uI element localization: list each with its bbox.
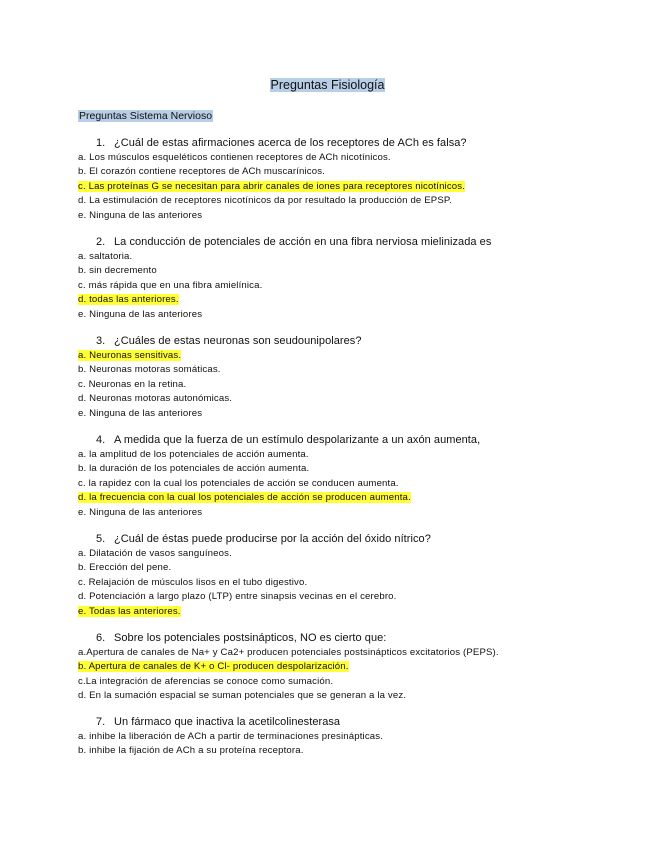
answer-option-text-highlighted: d. todas las anteriores. xyxy=(78,294,179,306)
answer-option xyxy=(78,350,181,361)
answer-option-text: d. Neuronas motoras autonómicas. xyxy=(78,393,233,405)
section-heading: Preguntas Sistema Nervioso xyxy=(79,110,213,122)
answer-option-text: e. Ninguna de las anteriores xyxy=(78,308,203,320)
question-number: 1. xyxy=(96,137,106,149)
title-container xyxy=(0,76,655,94)
answer-option xyxy=(78,210,202,221)
answer-option xyxy=(78,562,171,573)
question-text: La conducción de potenciales de acción en una fibra nerviosa mielinizada es xyxy=(114,236,492,248)
answer-option-text: a. inhibe la liberación de ACh a partir de terminaciones presinápticas. xyxy=(78,731,384,742)
question-text: Sobre los potenciales postsinápticos, NO es cierto que: xyxy=(114,632,387,644)
answer-option xyxy=(78,591,396,602)
answer-option-text: c. Relajación de músculos lisos en el tubo digestivo. xyxy=(78,576,308,588)
answer-option-text: c. la rapidez con la cual los potenciales de acción se conducen aumenta. xyxy=(78,477,399,489)
answer-option xyxy=(78,408,202,419)
answer-option-text: a. Dilatación de vasos sanguíneos. xyxy=(78,548,232,559)
answer-option xyxy=(78,507,202,518)
answer-option xyxy=(78,745,304,756)
answer-option xyxy=(78,661,349,672)
answer-option-text: d. Potenciación a largo plazo (LTP) entre sinapsis vecinas en el cerebro. xyxy=(78,591,397,603)
answer-option xyxy=(78,463,309,474)
answer-option xyxy=(78,181,465,192)
answer-option-text-highlighted: d. la frecuencia con la cual los potenciales de acción se producen aumenta. xyxy=(78,492,411,504)
answer-option-text: a. la amplitud de los potenciales de acción aumenta. xyxy=(78,449,309,460)
answer-option xyxy=(78,364,221,375)
answer-option-text: a. saltatoria. xyxy=(78,251,133,262)
answer-option xyxy=(78,393,232,404)
answer-option xyxy=(78,166,325,177)
answer-option-text-highlighted: a. Neuronas sensitivas. xyxy=(78,350,182,361)
question-text: A medida que la fuerza de un estímulo despolarizante a un axón aumenta, xyxy=(114,434,481,446)
question-title xyxy=(96,335,362,347)
answer-option xyxy=(78,676,333,687)
answer-option xyxy=(78,280,262,291)
answer-option-text: b. sin decremento xyxy=(78,265,157,277)
answer-option xyxy=(78,195,452,206)
question-number: 6. xyxy=(96,632,106,644)
answer-option-text: d. En la sumación espacial se suman potenciales que se generan a la vez. xyxy=(78,690,407,702)
answer-option-text: e. Ninguna de las anteriores xyxy=(78,209,203,221)
question-title xyxy=(96,236,491,248)
question-number: 5. xyxy=(96,533,106,545)
answer-option xyxy=(78,309,202,320)
answer-option-text-highlighted: c. Las proteínas G se necesitan para abrir canales de iones para receptores nicotínicos. xyxy=(78,180,466,192)
answer-option xyxy=(78,251,132,262)
answer-option xyxy=(78,265,157,276)
answer-option xyxy=(78,294,179,305)
answer-option-text: e. Ninguna de las anteriores xyxy=(78,506,203,518)
answer-option xyxy=(78,731,383,742)
answer-option xyxy=(78,548,232,559)
page-title: Preguntas Fisiología xyxy=(270,78,385,92)
answer-option-text: b. El corazón contiene receptores de ACh muscarínicos. xyxy=(78,166,326,178)
question-text: ¿Cuáles de estas neuronas son seudounipolares? xyxy=(114,335,362,347)
answer-option-text: a. Los músculos esqueléticos contienen receptores de ACh nicotínicos. xyxy=(78,152,391,163)
question-number: 4. xyxy=(96,434,106,446)
question-number: 3. xyxy=(96,335,106,347)
question-title xyxy=(96,632,386,644)
question-title xyxy=(96,716,340,728)
answer-option-text: c. Neuronas en la retina. xyxy=(78,378,187,390)
question-number: 7. xyxy=(96,716,106,728)
answer-option-text: b. inhibe la fijación de ACh a su proteína receptora. xyxy=(78,745,304,757)
answer-option-text-highlighted: b. Apertura de canales de K+ o Cl- producen despolarización. xyxy=(78,661,349,673)
answer-option-text: e. Ninguna de las anteriores xyxy=(78,407,203,419)
question-text: ¿Cuál de éstas puede producirse por la acción del óxido nítrico? xyxy=(114,533,431,545)
answer-option-text: a.Apertura de canales de Na+ y Ca2+ producen potenciales postsinápticos excitatorios (PEPS). xyxy=(78,647,499,658)
answer-option-text: c.La integración de aferencias se conoce como sumación. xyxy=(78,675,334,687)
answer-option xyxy=(78,577,307,588)
answer-option-text: d. La estimulación de receptores nicotínicos da por resultado la producción de EPSP. xyxy=(78,195,453,207)
answer-option xyxy=(78,647,499,658)
answer-option-text-highlighted: e. Todas las anteriores. xyxy=(78,605,181,617)
question-title xyxy=(96,533,431,545)
answer-option-text: b. Erección del pene. xyxy=(78,562,172,574)
answer-option-text: b. la duración de los potenciales de acción aumenta. xyxy=(78,463,310,475)
question-title xyxy=(96,434,480,446)
answer-option xyxy=(78,492,411,503)
question-text: ¿Cuál de estas afirmaciones acerca de los receptores de ACh es falsa? xyxy=(114,137,467,149)
answer-option xyxy=(78,379,186,390)
question-text: Un fármaco que inactiva la acetilcolinesterasa xyxy=(114,716,341,728)
answer-option xyxy=(78,606,181,617)
answer-option xyxy=(78,449,309,460)
answer-option xyxy=(78,152,391,163)
answer-option-text: c. más rápida que en una fibra amielínica. xyxy=(78,279,263,291)
answer-option xyxy=(78,690,406,701)
answer-option xyxy=(78,478,399,489)
answer-option-text: b. Neuronas motoras somáticas. xyxy=(78,364,221,376)
question-title xyxy=(96,137,467,149)
question-number: 2. xyxy=(96,236,106,248)
